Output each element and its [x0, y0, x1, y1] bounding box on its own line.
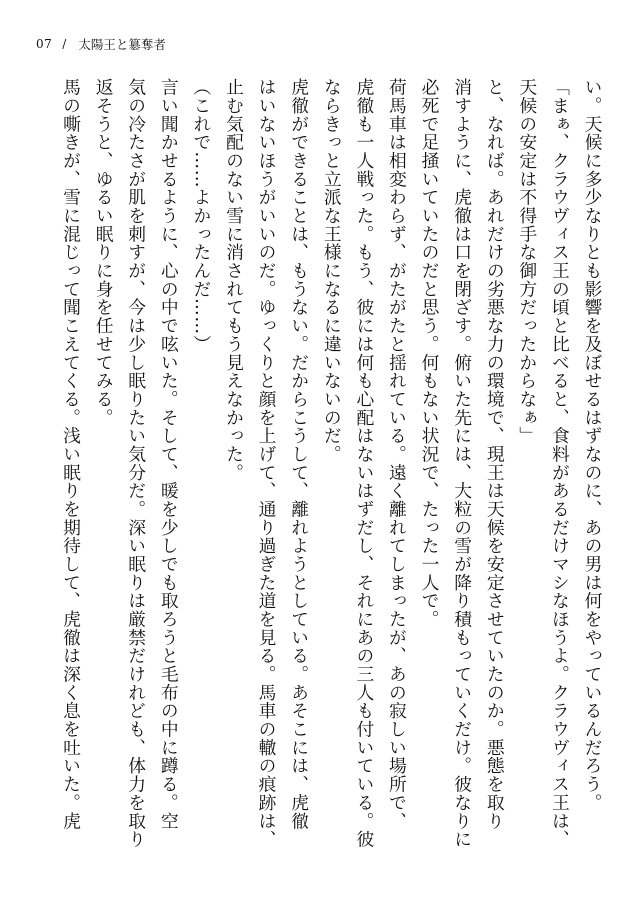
text-line: 虎徹ができることは、もうない。だからこうして、離れようとしている。あそこには、虎徹 — [288, 78, 310, 830]
body-text — [43, 78, 608, 878]
text-line: と、なれば。あれだけの劣悪な力の環境で、現王は天候を安定させていたのか。悪態を取り — [484, 78, 506, 830]
text-line: ならきっと立派な王様になるに違いないのだ。 — [321, 78, 343, 464]
text-line: い。天候に多少なりとも影響を及ぼせるはずなのに、あの男は何をやっているんだろう。 — [582, 78, 603, 812]
text-line: 虎徹も一人戦った。もう、彼には何も心配はないはずだし、それにあの三人も付いている。彼 — [353, 78, 375, 849]
running-header — [36, 35, 166, 53]
text-line: 消すように、虎徹は口を閉ざす。俯いた先には、大粒の雪が降り積もっていくだけ。彼なりに — [451, 78, 473, 849]
header-separator: / — [62, 37, 67, 51]
text-line: 気の冷たさが肌を刺すが、今は少し眠りたい気分だ。深い眠りは厳禁だけれども、体力を取り — [125, 78, 147, 849]
page-number: 07 — [36, 37, 53, 51]
text-line: 止む気配のない雪に消されてもう見えなかった。 — [223, 78, 245, 482]
chapter-title: 太陽王と簒奪者 — [78, 37, 166, 52]
text-line: 返そうと、ゆるい眠りに身を任せてみる。 — [93, 78, 115, 427]
text-line: 「まぁ、クラウヴィス王の頃と比べると、食料があるだけマシなほうよ。クラウヴィス王は、 — [549, 78, 571, 849]
text-line: 馬の嘶きが、雪に混じって聞こえてくる。浅い眠りを期待して、虎徹は深く息を吐いた。虎 — [60, 78, 82, 830]
text-line: 荷馬車は相変わらず、がたがたと揺れている。遠く離れてしまったが、あの寂しい場所で、 — [386, 78, 408, 830]
text-line: 必死で足掻いていたのだと思う。何もない状況で、たった一人で。 — [419, 78, 441, 629]
text-line: はいないほうがいいのだ。ゆっくりと顔を上げて、通り過ぎた道を見る。馬車の轍の痕跡は、 — [256, 78, 278, 849]
text-line: 天候の安定は不得手な御方だったからなぁ」 — [516, 78, 538, 445]
text-line: （これで……よかったんだ……） — [190, 78, 212, 354]
text-line: 言い聞かせるように、心の中で呟いた。そして、暖を少しでも取ろうと毛布の中に蹲る。空 — [158, 78, 180, 830]
